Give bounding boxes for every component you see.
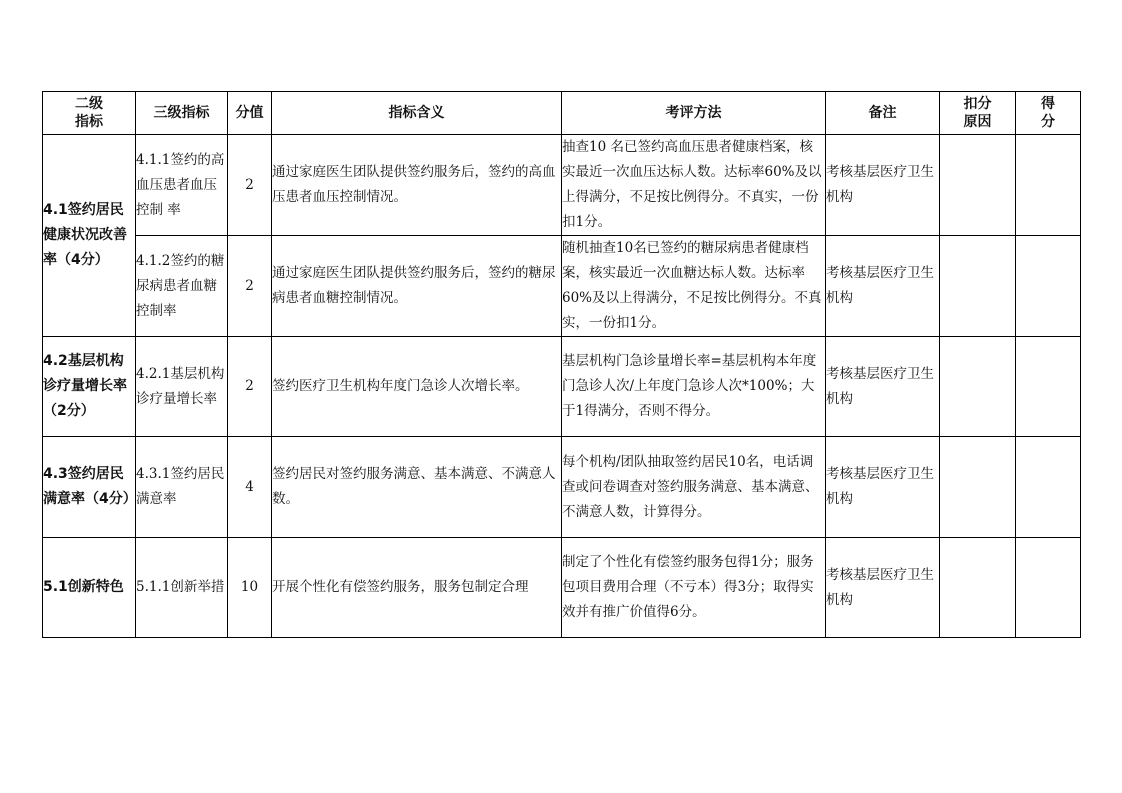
score-cell: 2 (228, 337, 272, 437)
remark-cell: 考核基层医疗卫生机构 (826, 437, 940, 538)
header-deduction: 扣分 原因 (940, 92, 1016, 135)
level2-cell: 4.2基层机构诊疗量增长率（2分） (43, 337, 136, 437)
score-cell: 10 (228, 538, 272, 638)
remark-cell: 考核基层医疗卫生机构 (826, 236, 940, 337)
meaning-cell: 签约居民对签约服务满意、基本满意、不满意人数。 (272, 437, 562, 538)
table-row (43, 236, 1081, 337)
header-remark: 备注 (826, 92, 940, 135)
table-row (43, 135, 1081, 236)
header-row (43, 92, 1081, 135)
level3-cell: 4.2.1基层机构诊疗量增长率 (136, 337, 228, 437)
deduction-cell (940, 337, 1016, 437)
obtained-cell (1016, 135, 1081, 236)
meaning-cell: 签约医疗卫生机构年度门急诊人次增长率。 (272, 337, 562, 437)
level3-cell: 4.1.1签约的高血压患者血压控制 率 (136, 135, 228, 236)
level2-cell: 4.3签约居民满意率（4分） (43, 437, 136, 538)
meaning-cell: 开展个性化有偿签约服务，服务包制定合理 (272, 538, 562, 638)
table-row (43, 437, 1081, 538)
method-cell: 制定了个性化有偿签约服务包得1分；服务包项目费用合理（不亏本）得3分；取得实效并有推广价值得6分。 (562, 538, 826, 638)
header-meaning: 指标含义 (272, 92, 562, 135)
meaning-cell: 通过家庭医生团队提供签约服务后，签约的糖尿病患者血糖控制情况。 (272, 236, 562, 337)
level2-cell: 4.1签约居民健康状况改善率（4分） (43, 135, 136, 337)
header-method: 考评方法 (562, 92, 826, 135)
score-cell: 2 (228, 135, 272, 236)
level2-cell: 5.1创新特色 (43, 538, 136, 638)
header-level2: 二级 指标 (43, 92, 136, 135)
obtained-cell (1016, 538, 1081, 638)
obtained-cell (1016, 337, 1081, 437)
level3-cell: 4.3.1签约居民满意率 (136, 437, 228, 538)
remark-cell: 考核基层医疗卫生机构 (826, 135, 940, 236)
score-cell: 2 (228, 236, 272, 337)
header-obtained: 得 分 (1016, 92, 1081, 135)
obtained-cell (1016, 236, 1081, 337)
deduction-cell (940, 135, 1016, 236)
meaning-cell: 通过家庭医生团队提供签约服务后，签约的高血压患者血压控制情况。 (272, 135, 562, 236)
method-cell: 随机抽查10名已签约的糖尿病患者健康档案，核实最近一次血糖达标人数。达标率60%及以上得满分，不足按比例得分。不真实，一份扣1分。 (562, 236, 826, 337)
method-cell: 每个机构/团队抽取签约居民10名，电话调查或问卷调查对签约服务满意、基本满意、不满意人数，计算得分。 (562, 437, 826, 538)
method-cell: 基层机构门急诊量增长率=基层机构本年度门急诊人次/上年度门急诊人次*100%；大于1得满分，否则不得分。 (562, 337, 826, 437)
header-score: 分值 (228, 92, 272, 135)
table-row (43, 538, 1081, 638)
level3-cell: 5.1.1创新举措 (136, 538, 228, 638)
table-row (43, 337, 1081, 437)
deduction-cell (940, 236, 1016, 337)
method-cell: 抽查10 名已签约高血压患者健康档案，核实最近一次血压达标人数。达标率60%及以上得满分，不足按比例得分。不真实，一份扣1分。 (562, 135, 826, 236)
deduction-cell (940, 437, 1016, 538)
obtained-cell (1016, 437, 1081, 538)
header-level3: 三级指标 (136, 92, 228, 135)
remark-cell: 考核基层医疗卫生机构 (826, 538, 940, 638)
assessment-table (42, 91, 1081, 638)
deduction-cell (940, 538, 1016, 638)
level3-cell: 4.1.2签约的糖尿病患者血糖控制率 (136, 236, 228, 337)
remark-cell: 考核基层医疗卫生机构 (826, 337, 940, 437)
score-cell: 4 (228, 437, 272, 538)
